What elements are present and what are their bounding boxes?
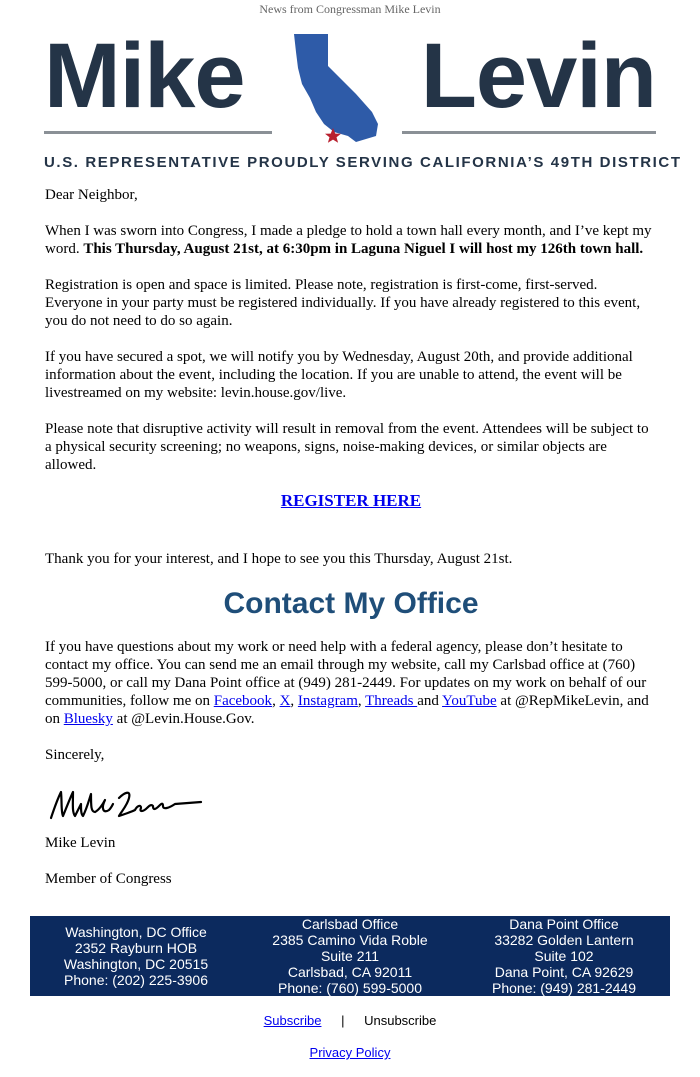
closing: Sincerely, xyxy=(45,747,105,763)
paragraph-contact: If you have questions about my work or need help with a federal agency, please don’t hesitate to contact my office. You can send me an email through my website, call my Carlsbad office at (760) 599-5000, or call my Dana Point office at (949) 281-2449. For updates on my work on behalf of our communities, follow me on Facebook, X, Instagram, Threads and YouTube at @RepMikeLevin, and on Bluesky at @Levin.House.Gov. xyxy=(45,639,649,727)
register-link[interactable]: REGISTER HERE xyxy=(280,491,422,510)
office-carlsbad xyxy=(246,916,454,996)
office-dana-point xyxy=(464,916,664,996)
office-address-line: Washington, DC 20515 xyxy=(63,956,209,972)
subscribe-link[interactable]: Subscribe xyxy=(263,1013,322,1028)
masthead-rule-right xyxy=(402,131,656,134)
instagram-link[interactable]: Instagram xyxy=(297,693,358,709)
register-row xyxy=(45,492,657,511)
office-washington xyxy=(38,924,234,988)
paragraph-registration: Registration is open and space is limited. Please note, registration is first-come, first-served. Everyone in your party must be registered individually. If you have already registered to this event, you do not need to do so again. xyxy=(45,277,641,329)
masthead-tagline: U.S. REPRESENTATIVE PROUDLY SERVING CALIFORNIA’S 49TH DISTRICT xyxy=(44,154,682,171)
paragraph-thanks: Thank you for your interest, and I hope to see you this Thursday, August 21st. xyxy=(45,551,513,567)
office-phone: Phone: (949) 281-2449 xyxy=(492,980,636,996)
masthead-first-name: Mike xyxy=(44,25,245,127)
bluesky-link[interactable]: Bluesky xyxy=(63,711,113,727)
office-name: Carlsbad Office xyxy=(301,916,399,932)
office-address-line: 2352 Rayburn HOB xyxy=(74,940,198,956)
office-address-line: Dana Point, CA 92629 xyxy=(494,964,634,980)
footer-offices-bar xyxy=(30,916,670,996)
california-map-icon xyxy=(290,32,382,144)
unsubscribe-link[interactable]: Unsubscribe xyxy=(364,1013,437,1028)
paragraph-town-hall: When I was sworn into Congress, I made a pledge to hold a town hall every month, and I’ve kept my word. This Thursday, August 21st, at 6:30pm in Laguna Niguel I will host my 126th town hall. xyxy=(45,223,652,257)
signer-name: Mike Levin xyxy=(45,835,116,851)
office-name: Washington, DC Office xyxy=(65,924,207,940)
contact-heading: Contact My Office xyxy=(223,587,479,620)
office-phone: Phone: (202) 225-3906 xyxy=(64,972,208,988)
masthead-banner xyxy=(44,25,682,180)
preheader-text: News from Congressman Mike Levin xyxy=(259,2,441,16)
masthead-rule-left xyxy=(44,131,272,134)
link-separator: | xyxy=(341,1013,345,1028)
office-address-line: 33282 Golden Lantern xyxy=(494,932,634,948)
subscription-links xyxy=(0,1013,700,1028)
office-address-line: Suite 102 xyxy=(534,948,594,964)
privacy-policy-link[interactable]: Privacy Policy xyxy=(309,1045,391,1060)
greeting: Dear Neighbor, xyxy=(45,187,138,203)
x-link[interactable]: X xyxy=(279,693,291,709)
signer-title: Member of Congress xyxy=(45,871,172,887)
threads-link[interactable]: Threads xyxy=(365,693,418,709)
privacy-row xyxy=(0,1045,700,1060)
town-hall-highlight: This Thursday, August 21st, at 6:30pm in Laguna Niguel I will host my 126th town hall. xyxy=(83,241,644,257)
paragraph-security: Please note that disruptive activity will result in removal from the event. Attendees will be subject to a physical security screening; no weapons, signs, noise-making devices, or similar objects are allowed. xyxy=(45,421,649,473)
signature-image xyxy=(45,782,205,828)
office-phone: Phone: (760) 599-5000 xyxy=(278,980,422,996)
office-address-line: Suite 211 xyxy=(320,948,380,964)
youtube-link[interactable]: YouTube xyxy=(442,693,497,709)
paragraph-notification: If you have secured a spot, we will notify you by Wednesday, August 20th, and provide additional information about the event, including the location. If you are unable to attend, the event will be livestreamed on my website: levin.house.gov/live. xyxy=(45,349,633,401)
office-address-line: Carlsbad, CA 92011 xyxy=(287,964,413,980)
letter-body xyxy=(45,186,657,906)
facebook-link[interactable]: Facebook xyxy=(213,693,273,709)
masthead-last-name: Levin xyxy=(420,25,656,127)
office-address-line: 2385 Camino Vida Roble xyxy=(272,932,428,948)
office-name: Dana Point Office xyxy=(509,916,619,932)
